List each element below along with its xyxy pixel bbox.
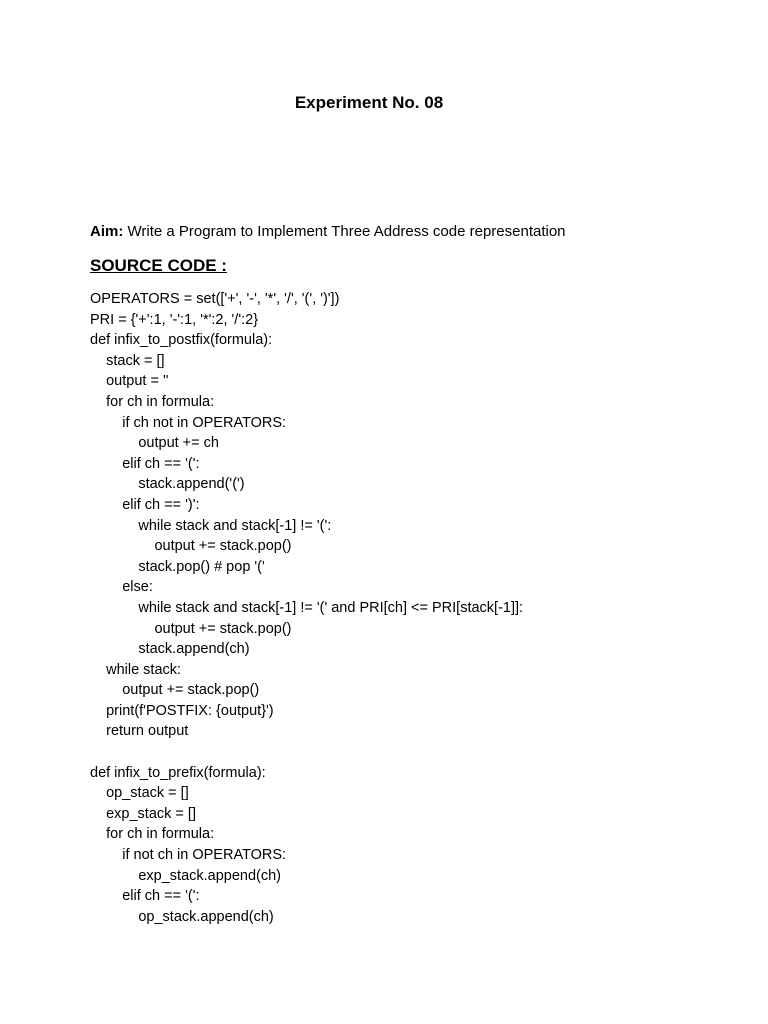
code-line: op_stack.append(ch) xyxy=(90,908,274,925)
code-line: stack.pop() # pop '(' xyxy=(90,558,265,575)
page-title: Experiment No. 08 xyxy=(294,93,444,112)
code-line: PRI = {'+':1, '-':1, '*':2, '/':2} xyxy=(90,311,259,328)
code-line: stack.append(ch) xyxy=(90,641,250,658)
code-line: output = '' xyxy=(90,373,169,390)
code-line: while stack and stack[-1] != '(': xyxy=(90,517,332,534)
aim-text: Write a Program to Implement Three Address code representation xyxy=(123,223,566,240)
code-line: for ch in formula: xyxy=(90,826,215,843)
code-line: exp_stack.append(ch) xyxy=(90,867,282,884)
code-line: if not ch in OPERATORS: xyxy=(90,847,287,864)
code-line: output += stack.pop() xyxy=(90,682,260,699)
code-line xyxy=(90,742,523,763)
code-line: def infix_to_prefix(formula): xyxy=(90,764,266,781)
code-line: output += stack.pop() xyxy=(90,620,292,637)
code-line: elif ch == '(': xyxy=(90,888,200,905)
code-line: OPERATORS = set(['+', '-', '*', '/', '(', ')']) xyxy=(90,291,340,307)
code-line: else: xyxy=(90,579,153,596)
code-line: return output xyxy=(90,723,189,740)
code-line: output += ch xyxy=(90,435,219,452)
code-line: while stack: xyxy=(90,661,182,678)
aim-label: Aim: xyxy=(90,223,124,240)
aim-statement xyxy=(90,222,566,242)
code-line: output += stack.pop() xyxy=(90,538,292,555)
code-line: if ch not in OPERATORS: xyxy=(90,414,287,431)
source-code-block xyxy=(90,289,523,927)
code-line: stack.append('(') xyxy=(90,476,245,493)
code-line: elif ch == '(': xyxy=(90,455,200,472)
code-line: stack = [] xyxy=(90,352,165,369)
code-line: def infix_to_postfix(formula): xyxy=(90,332,273,349)
code-line: op_stack = [] xyxy=(90,785,189,802)
code-line: for ch in formula: xyxy=(90,393,215,410)
code-line: exp_stack = [] xyxy=(90,805,196,822)
source-code-heading: SOURCE CODE : xyxy=(90,256,227,275)
code-line: elif ch == ')': xyxy=(90,496,200,513)
code-line: print(f'POSTFIX: {output}') xyxy=(90,702,274,719)
code-line: while stack and stack[-1] != '(' and PRI[ch] <= PRI[stack[-1]]: xyxy=(90,599,524,616)
